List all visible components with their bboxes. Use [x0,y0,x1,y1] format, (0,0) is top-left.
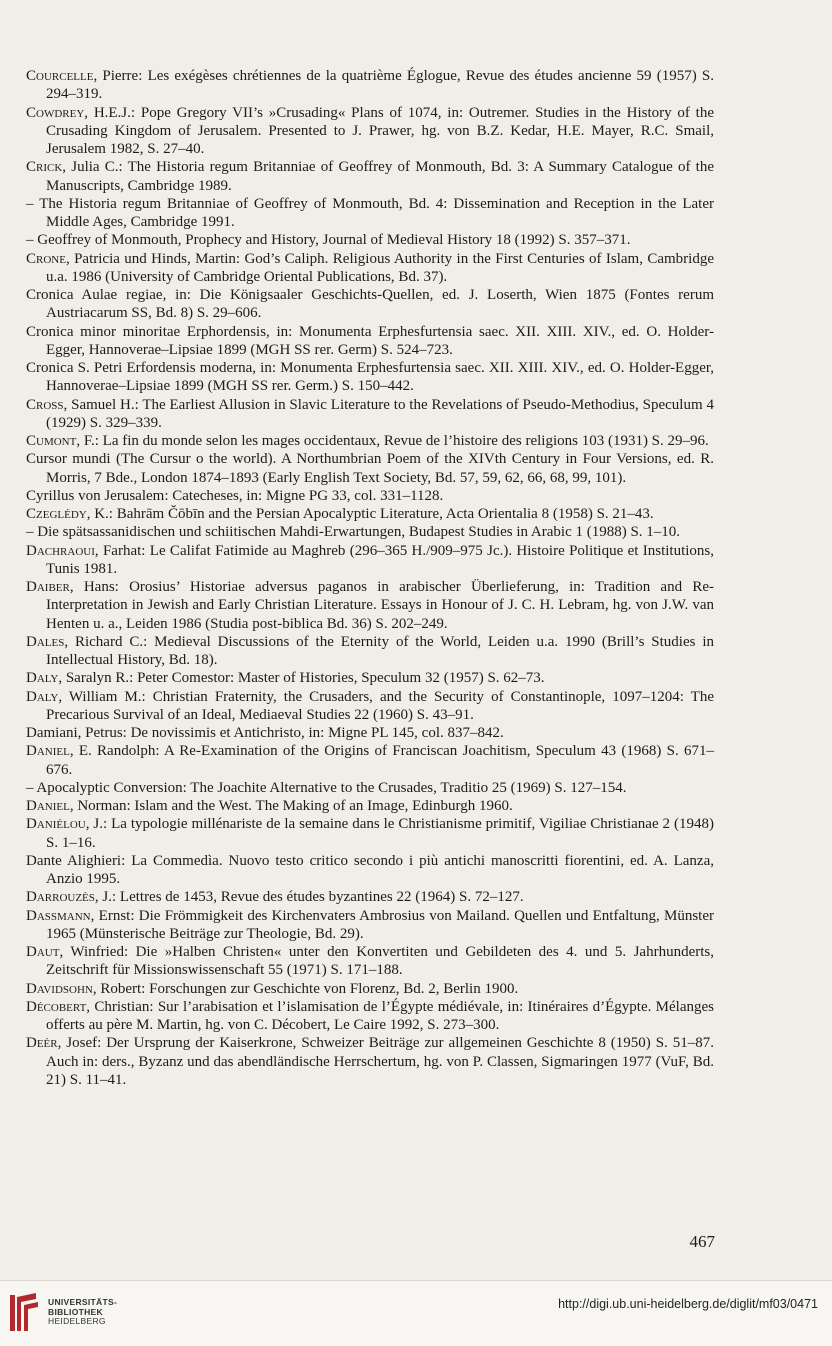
entry-author: Crone [26,250,66,267]
entry-author: Dales [26,633,65,650]
entry-author: Davidsohn [26,980,93,997]
permalink-url[interactable]: http://digi.ub.uni-heidelberg.de/diglit/mf03/0471 [558,1297,818,1311]
entry-text: Cronica minor minoritae Erphordensis, in: Monumenta Erphesfurtensia saec. XII. XIII. XIV., ed. O. Holder-Egger, Hannoverae–Lipsiae 1899 (MGH SS rer. Germ) S. 524–723. [26,323,714,358]
entry-author: Daiber [26,579,70,595]
bibliography-entry [26,998,714,1035]
entry-text: , Christian: Sur l’arabisation et l’islamisation de l’Égypte médiévale, in: Itinéraires d’Égypte. Mélanges offerts au père M. Martin, hg. von C. Décobert, Le Caire 1992, S. 273–300. [46,998,714,1033]
bibliography-entry [26,980,714,998]
entry-text: – Die spätsassanidischen und schiitischen Mahdi-Erwartungen, Budapest Studies in Arabic 1 (1988) S. 1–10. [26,524,681,541]
entry-author: Deér [26,1035,58,1052]
entry-text: Damiani, Petrus: De novissimis et Antichristo, in: Migne PL 145, col. 837–842. [26,725,504,741]
entry-author: Dassmann [26,907,91,924]
entry-author: Daniélou [26,816,86,833]
entry-text: Dante Alighieri: La Commedìa. Nuovo testo critico secondo i più antichi manoscritti fiorentini, ed. A. Lanza, Anzio 1995. [26,852,714,887]
library-name-line1: UNIVERSITÄTS- [48,1297,118,1307]
entry-text: , J.: Lettres de 1453, Revue des études byzantines 22 (1964) S. 72–127. [94,889,524,906]
entry-author: Cross [26,396,64,413]
bibliography-entry [26,578,714,633]
bibliography-entry [26,523,714,541]
bibliography-entry [26,1034,714,1089]
entry-text: , F.: La fin du monde selon les mages occidentaux, Revue de l’histoire des religions 103 (1931) S. 29–96. [76,433,709,449]
library-name-line2: BIBLIOTHEK [48,1306,103,1317]
entry-text: Cronica Aulae regiae, in: Die Königsaaler Geschichts-Quellen, ed. J. Loserth, Wien 1875 (Fontes rerum Austriacarum SS, Bd. 8) S. 29–606. [26,287,714,322]
bibliography-entry [26,450,714,487]
entry-text: , Winfried: Die »Halben Christen« unter den Konvertiten und Gebildeten des 4. und 5. Jahrhunderts, Zeitschrift für Missionswissenschaft 55 (1971) S. 171–188. [46,944,714,979]
entry-author: Décobert [26,998,87,1015]
bibliography-entry [26,359,714,396]
library-name [48,1298,117,1327]
entry-text: Cursor mundi (The Cursur o the world). A Northumbrian Poem of the XIVth Century in Four Versions, ed. R. Morris, 7 Bde., London 1874–1893 (Early English Text Society, Bd. 57, 59, 62, 66, 68, 99, 101). [26,451,714,486]
entry-author: Cumont [26,433,77,449]
bibliography-entry [26,943,714,980]
entry-text: , K.: Bahrām Čōbīn and the Persian Apocalyptic Literature, Acta Orientalia 8 (1958) S. 21–43. [86,506,654,522]
bibliography-list [26,67,714,1089]
bibliography-entry [26,797,714,815]
entry-text: – The Historia regum Britanniae of Geoffrey of Monmouth, Bd. 4: Dissemination and Reception in the Later Middle Ages, Cambridge 1991. [26,195,714,230]
entry-author: Czeglédy [26,506,87,522]
entry-author: Darrouzès [26,889,95,906]
bibliography-entry [26,396,714,433]
entry-text: , Robert: Forschungen zur Geschichte von Florenz, Bd. 2, Berlin 1900. [92,980,519,997]
bibliography-entry [26,852,714,889]
entry-text: , Patricia und Hinds, Martin: God’s Caliph. Religious Authority in the First Centuries of Islam, Cambridge u.a. 1986 (University of Cambridge Oriental Publications, Bd. 37). [46,250,714,285]
entry-author: Dachraoui [26,542,95,559]
bibliography-entry [26,104,714,159]
bibliography-entry [26,888,714,906]
bibliography-entry [26,633,714,670]
entry-author: Cowdrey [26,104,85,121]
bibliography-entry [26,779,714,797]
bibliography-entry [26,669,714,687]
bibliography-entry [26,505,714,523]
entry-text: – Apocalyptic Conversion: The Joachite Alternative to the Crusades, Traditio 25 (1969) S. 127–154. [26,779,627,796]
bibliography-entry [26,688,714,725]
entry-text: , Norman: Islam and the West. The Making of an Image, Edinburgh 1960. [69,798,513,814]
library-logo-icon[interactable] [8,1291,42,1335]
entry-author: Daly [26,688,59,705]
entry-text: , Ernst: Die Frömmigkeit des Kirchenvaters Ambrosius von Mailand. Quellen und Entfaltung, Münster 1965 (Münsterische Beiträge zur Theologie, Bd. 29). [46,907,714,942]
bibliography-entry [26,724,714,742]
entry-text: Cyrillus von Jerusalem: Catecheses, in: Migne PG 33, col. 331–1128. [26,487,444,504]
bibliography-entry [26,815,714,852]
bibliography-entry [26,323,714,360]
entry-text: , J.: La typologie millénariste de la semaine dans le Christianisme primitif, Vigiliae Christianae 2 (1948) S. 1–16. [46,816,714,851]
entry-text: , Richard C.: Medieval Discussions of the Eternity of the World, Leiden u.a. 1990 (Brill’s Studies in Intellectual History, Bd. 18). [46,633,714,668]
entry-text: – Geoffrey of Monmouth, Prophecy and History, Journal of Medieval History 18 (1992) S. 357–371. [26,232,631,249]
bibliography-entry [26,286,714,323]
entry-author: Daut [26,944,60,960]
bibliography-entry [26,487,714,505]
entry-text: , Julia C.: The Historia regum Britanniae of Geoffrey of Monmouth, Bd. 3: A Summary Catalogue of the Manuscripts, Cambridge 1989. [46,159,714,194]
entry-text: , E. Randolph: A Re-Examination of the Origins of Franciscan Joachitism, Speculum 43 (1968) S. 671–676. [46,743,714,778]
entry-text: , Samuel H.: The Earliest Allusion in Slavic Literature to the Revelations of Pseudo-Methodius, Speculum 4 (1929) S. 329–339. [46,396,714,431]
entry-author: Daly [26,670,59,687]
entry-text: , Josef: Der Ursprung der Kaiserkrone, Schweizer Beiträge zur allgemeinen Geschichte 8 (1950) S. 51–87. Auch in: ders., Byzanz und das abendländische Herrschertum, hg. von P. Classen, Sigmaringen 1977 (VuF, Bd. 21) S. 11–41. [46,1035,714,1088]
bibliography-entry [26,742,714,779]
bibliography-entry [26,907,714,944]
entry-text: , Pierre: Les exégèses chrétiennes de la quatrième Églogue, Revue des études ancienne 59 (1957) S. 294–319. [46,68,714,103]
entry-text: , H.E.J.: Pope Gregory VII’s »Crusading« Plans of 1074, in: Outremer. Studies in the History of the Crusading Kingdom of Jerusalem. Presented to J. Prawer, hg. von B.Z. Kedar, H.E. Mayer, R.C. Smail, Jerusalem 1982, S. 27–40. [46,104,714,157]
bibliography-entry [26,231,714,249]
entry-text: , Saralyn R.: Peter Comestor: Master of Histories, Speculum 32 (1957) S. 62–73. [58,670,545,687]
entry-author: Daniel [26,798,70,814]
bibliography-entry [26,158,714,195]
entry-text: Cronica S. Petri Erfordensis moderna, in: Monumenta Erphesfurtensia saec. XII. XIII. XIV., ed. O. Holder-Egger, Hannoverae–Lipsiae 1899 (MGH SS rer. Germ.) S. 150–442. [26,360,714,395]
bibliography-entry [26,432,714,450]
entry-text: , Hans: Orosius’ Historiae adversus paganos in arabischer Überlieferung, in: Tradition and Re-Interpretation in Jewish and Early Christian Literature. Essays in Honour of J. C. H. Lebram, hg. von J.W. van Henten u. a., Leiden 1986 (Studia post-biblica Bd. 36) S. 202–249. [46,579,714,632]
bibliography-entry [26,250,714,287]
library-name-line3: HEIDELBERG [48,1316,106,1326]
bibliography-entry [26,542,714,579]
entry-author: Courcelle [26,68,94,84]
bibliography-entry [26,195,714,232]
bibliography-entry [26,67,714,104]
entry-text: , William M.: Christian Fraternity, the Crusaders, and the Security of Constantinople, 1097–1204: The Precarious Survival of an Ideal, Mediaeval Studies 22 (1960) S. 43–91. [46,688,714,723]
entry-author: Daniel [26,743,70,760]
viewer-footer [0,1280,832,1346]
entry-author: Crick [26,159,63,176]
entry-text: , Farhat: Le Califat Fatimide au Maghreb (296–365 H./909–975 Jc.). Histoire Politique et Institutions, Tunis 1981. [46,542,714,577]
page-number: 467 [689,1232,715,1251]
